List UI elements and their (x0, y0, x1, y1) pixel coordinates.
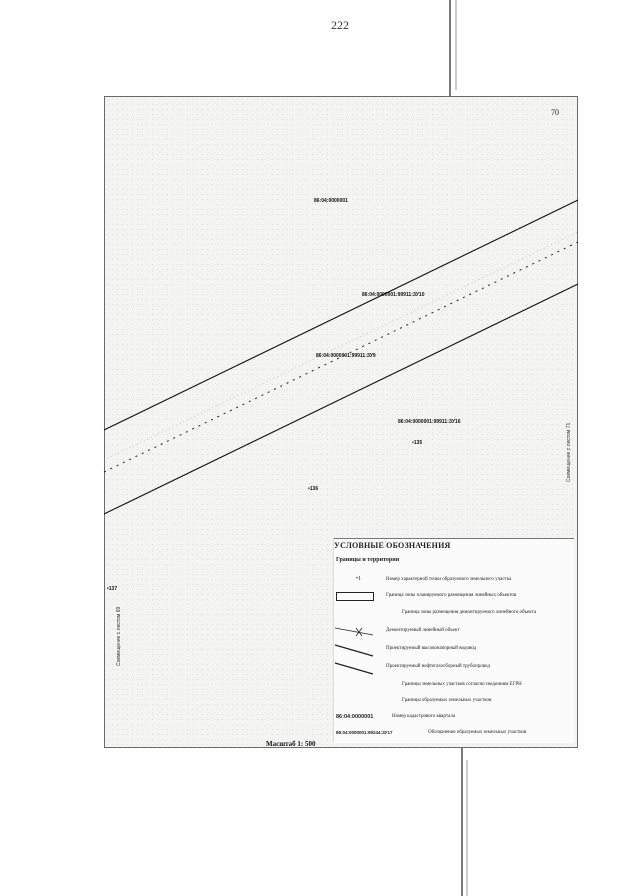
egrn-boundary-icon (334, 679, 368, 691)
point-136: •136 (308, 486, 319, 492)
water-line-icon (334, 643, 368, 655)
parcel-boundary-line (104, 232, 578, 460)
legend-item-label: Номер кадастрового квартала (392, 714, 456, 719)
legend-item-label: Номер характерной точки образуемого земельного участка (386, 577, 512, 582)
sheet-number: 70 (551, 108, 559, 117)
side-label-left: Совмещение с листом 69 (116, 606, 122, 666)
legend-subtitle: Границы и территории (336, 557, 400, 563)
legend-item (334, 711, 574, 723)
legend-item (334, 590, 574, 602)
legend-item-label: Границы образуемых земельных участков (402, 698, 492, 703)
legend-item (334, 625, 574, 637)
legend-item (334, 607, 574, 619)
legend-title: УСЛОВНЫЕ ОБОЗНАЧЕНИЯ (334, 541, 451, 550)
legend (334, 538, 574, 743)
parcel-code-symbol: 86:04:0000001:99244:ЗУ17 (336, 730, 393, 735)
legend-item-label: Граница зоны размещения демонтируемого линейного объекта (402, 610, 537, 615)
point-symbol-icon: •1 (356, 576, 362, 582)
zone-demolish-icon (334, 607, 368, 619)
legend-item (334, 643, 574, 655)
corridor-lower-line (104, 284, 578, 514)
side-label-right: Совмещение с листом 71 (566, 422, 572, 482)
legend-item-label: Проектируемый высоконапорный водовод (386, 646, 477, 651)
legend-item (334, 695, 574, 707)
page-number: 222 (331, 18, 349, 32)
quarter-label: 86:04:0000001 (314, 198, 348, 204)
parcel-zu10: 86:04:0000001:99911:ЗУ10 (362, 292, 425, 298)
legend-item (334, 574, 574, 586)
scale-label: Масштаб 1: 500 (266, 740, 316, 748)
legend-item (334, 661, 574, 673)
new-parcel-boundary-icon (334, 695, 368, 707)
zone-rect-icon (334, 590, 368, 602)
legend-item (334, 679, 574, 691)
corridor-upper-line (104, 200, 578, 430)
legend-item-label: Граница зоны планируемого размещения линейных объектов (386, 593, 517, 598)
oil-line-icon (334, 661, 368, 673)
legend-item-label: Демонтируемый линейный объект (386, 628, 460, 633)
parcel-zu9: 86:04:0000001:99911:ЗУ9 (316, 353, 376, 359)
demolish-line-icon (334, 625, 368, 637)
legend-item (334, 727, 574, 739)
quarter-code-symbol: 86:04:0000001 (336, 714, 374, 720)
point-137: •137 (107, 586, 118, 592)
legend-item-label: Границы земельных участков согласно сведениям ЕГРН (402, 682, 522, 687)
legend-item-label: Обозначение образуемых земельных участков (428, 730, 527, 735)
legend-item-label: Проектируемый нефтегазосборный трубопровод (386, 664, 490, 669)
parcel-zu16: 86:04:0000001:99911:ЗУ16 (398, 419, 461, 425)
point-135: •135 (412, 440, 423, 446)
